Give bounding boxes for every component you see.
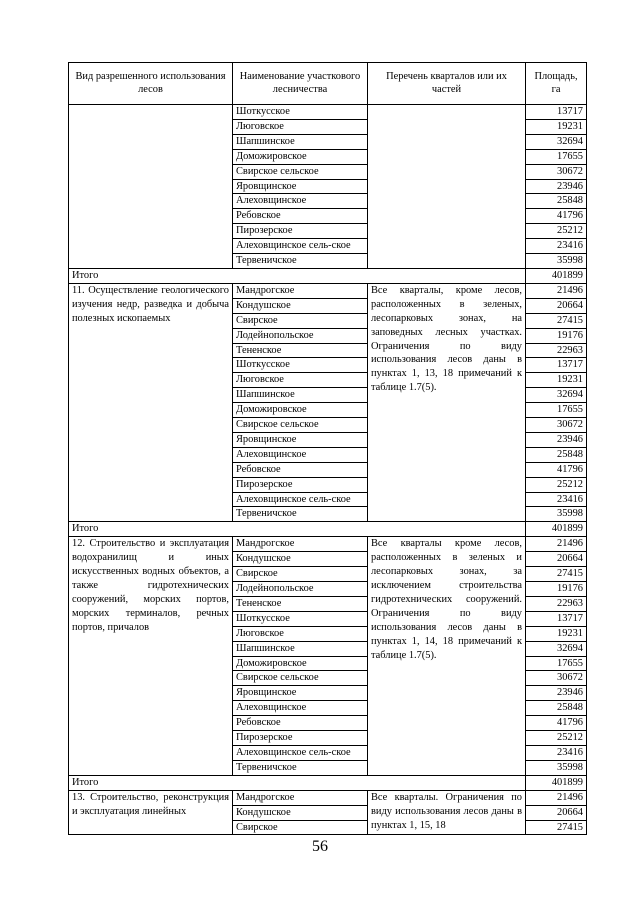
area-cell: 35998	[526, 760, 587, 775]
area-cell: 17655	[526, 403, 587, 418]
total-label: Итого	[69, 522, 526, 537]
total-row	[69, 775, 587, 790]
area-cell: 41796	[526, 462, 587, 477]
forestry-name-cell: Доможировское	[233, 403, 368, 418]
forestry-name-cell: Свирское	[233, 313, 368, 328]
total-value: 401899	[526, 268, 587, 283]
header-use-type: Вид разрешенного использования лесов	[69, 63, 233, 105]
quarters-description-cell	[368, 105, 526, 269]
forestry-name-cell: Яровщинское	[233, 432, 368, 447]
area-cell: 13717	[526, 611, 587, 626]
use-type-cell: 11. Осуществление геологического изучения недр, разведка и добыча полезных ископаемых	[69, 283, 233, 522]
forestry-name-cell: Алеховщинское	[233, 447, 368, 462]
area-cell: 13717	[526, 105, 587, 120]
forestry-name-cell: Свирское сельское	[233, 418, 368, 433]
forestry-name-cell: Люговское	[233, 119, 368, 134]
table-body	[69, 105, 587, 835]
area-cell: 25212	[526, 477, 587, 492]
total-row	[69, 268, 587, 283]
area-cell: 19231	[526, 626, 587, 641]
forestry-name-cell: Кондушское	[233, 805, 368, 820]
forestry-name-cell: Люговское	[233, 373, 368, 388]
area-cell: 32694	[526, 641, 587, 656]
forestry-name-cell: Свирское	[233, 567, 368, 582]
forestry-name-cell: Тененское	[233, 343, 368, 358]
forestry-name-cell: Свирское	[233, 820, 368, 835]
forestry-name-cell: Алеховщинское	[233, 701, 368, 716]
forestry-name-cell: Пирозерское	[233, 731, 368, 746]
page-number: 56	[312, 838, 328, 855]
forestry-name-cell: Лодейнопольское	[233, 582, 368, 597]
area-cell: 17655	[526, 149, 587, 164]
area-cell: 19231	[526, 119, 587, 134]
total-value: 401899	[526, 775, 587, 790]
forestry-name-cell: Свирское сельское	[233, 164, 368, 179]
area-cell: 30672	[526, 671, 587, 686]
forestry-name-cell: Шоткусское	[233, 611, 368, 626]
area-cell: 25848	[526, 701, 587, 716]
table-row	[69, 790, 587, 805]
forestry-name-cell: Алеховщинское	[233, 194, 368, 209]
area-cell: 23416	[526, 492, 587, 507]
area-cell: 41796	[526, 209, 587, 224]
table-row	[69, 537, 587, 552]
forestry-name-cell: Тервеничское	[233, 507, 368, 522]
area-cell: 21496	[526, 790, 587, 805]
area-cell: 17655	[526, 656, 587, 671]
area-cell: 19176	[526, 582, 587, 597]
table-header-row	[69, 63, 587, 105]
area-cell: 19231	[526, 373, 587, 388]
forestry-name-cell: Мандрогское	[233, 283, 368, 298]
forestry-name-cell: Шоткусское	[233, 105, 368, 120]
total-label: Итого	[69, 268, 526, 283]
header-forestry-name: Наименование участкового лесничества	[233, 63, 368, 105]
area-cell: 25212	[526, 224, 587, 239]
forestry-name-cell: Ребовское	[233, 462, 368, 477]
forestry-name-cell: Мандрогское	[233, 537, 368, 552]
forestry-name-cell: Люговское	[233, 626, 368, 641]
forestry-name-cell: Пирозерское	[233, 224, 368, 239]
forestry-name-cell: Мандрогское	[233, 790, 368, 805]
forestry-name-cell: Тервеничское	[233, 760, 368, 775]
total-label: Итого	[69, 775, 526, 790]
quarters-description-cell: Все кварталы. Ограничения по виду использования лесов даны в пунктах 1, 15, 18	[368, 790, 526, 835]
forestry-name-cell: Кондушское	[233, 552, 368, 567]
total-value: 401899	[526, 522, 587, 537]
area-cell: 27415	[526, 567, 587, 582]
forestry-name-cell: Кондушское	[233, 298, 368, 313]
area-cell: 23416	[526, 745, 587, 760]
header-quarters: Перечень кварталов или их частей	[368, 63, 526, 105]
area-cell: 23416	[526, 239, 587, 254]
use-type-cell: 13. Строительство, реконструкция и эксплуатация линейных	[69, 790, 233, 835]
forestry-name-cell: Доможировское	[233, 656, 368, 671]
forestry-name-cell: Алеховщинское сель-ское	[233, 745, 368, 760]
area-cell: 20664	[526, 552, 587, 567]
area-cell: 22963	[526, 596, 587, 611]
forestry-name-cell: Лодейнопольское	[233, 328, 368, 343]
area-cell: 20664	[526, 805, 587, 820]
table-row	[69, 283, 587, 298]
forest-use-table	[68, 62, 587, 835]
area-cell: 30672	[526, 164, 587, 179]
forestry-name-cell: Тененское	[233, 596, 368, 611]
area-cell: 32694	[526, 388, 587, 403]
header-area: Площадь, га	[526, 63, 587, 105]
area-cell: 25848	[526, 447, 587, 462]
forestry-name-cell: Тервеничское	[233, 254, 368, 269]
forestry-name-cell: Алеховщинское сель-ское	[233, 492, 368, 507]
forestry-name-cell: Доможировское	[233, 149, 368, 164]
table-row	[69, 105, 587, 120]
use-type-cell	[69, 105, 233, 269]
area-cell: 27415	[526, 820, 587, 835]
forestry-name-cell: Шапшинское	[233, 134, 368, 149]
area-cell: 19176	[526, 328, 587, 343]
area-cell: 41796	[526, 716, 587, 731]
area-cell: 25212	[526, 731, 587, 746]
forestry-name-cell: Яровщинское	[233, 686, 368, 701]
area-cell: 32694	[526, 134, 587, 149]
area-cell: 21496	[526, 283, 587, 298]
forestry-name-cell: Пирозерское	[233, 477, 368, 492]
forestry-name-cell: Свирское сельское	[233, 671, 368, 686]
quarters-description-cell: Все кварталы, кроме лесов, расположенных в зеленых, лесопарковых зонах, на заповедных лесных участках. Ограничения по виду использования лесов даны в пунктах 1, 13, 18 примечаний к таблице 1.7(5).	[368, 283, 526, 522]
area-cell: 25848	[526, 194, 587, 209]
area-cell: 20664	[526, 298, 587, 313]
forestry-name-cell: Алеховщинское сель-ское	[233, 239, 368, 254]
area-cell: 27415	[526, 313, 587, 328]
forestry-name-cell: Шапшинское	[233, 641, 368, 656]
area-cell: 21496	[526, 537, 587, 552]
forestry-name-cell: Ребовское	[233, 209, 368, 224]
area-cell: 23946	[526, 179, 587, 194]
forestry-name-cell: Яровщинское	[233, 179, 368, 194]
total-row	[69, 522, 587, 537]
area-cell: 35998	[526, 507, 587, 522]
area-cell: 23946	[526, 432, 587, 447]
area-cell: 23946	[526, 686, 587, 701]
use-type-cell: 12. Строительство и эксплуатация водохранилищ и иных искусственных водных объектов, а также гидротехнических сооружений, морских портов, морских терминалов, речных портов, причалов	[69, 537, 233, 776]
area-cell: 13717	[526, 358, 587, 373]
forestry-name-cell: Ребовское	[233, 716, 368, 731]
area-cell: 30672	[526, 418, 587, 433]
area-cell: 22963	[526, 343, 587, 358]
forestry-name-cell: Шоткусское	[233, 358, 368, 373]
forestry-name-cell: Шапшинское	[233, 388, 368, 403]
quarters-description-cell: Все кварталы кроме лесов, расположенных в зеленых и лесопарковых зонах, за исключением строительства гидротехнических сооружений. Ограничения по виду использования лесов даны в пунктах 1, 14, 18 примечаний к таблице 1.7(5).	[368, 537, 526, 776]
area-cell: 35998	[526, 254, 587, 269]
